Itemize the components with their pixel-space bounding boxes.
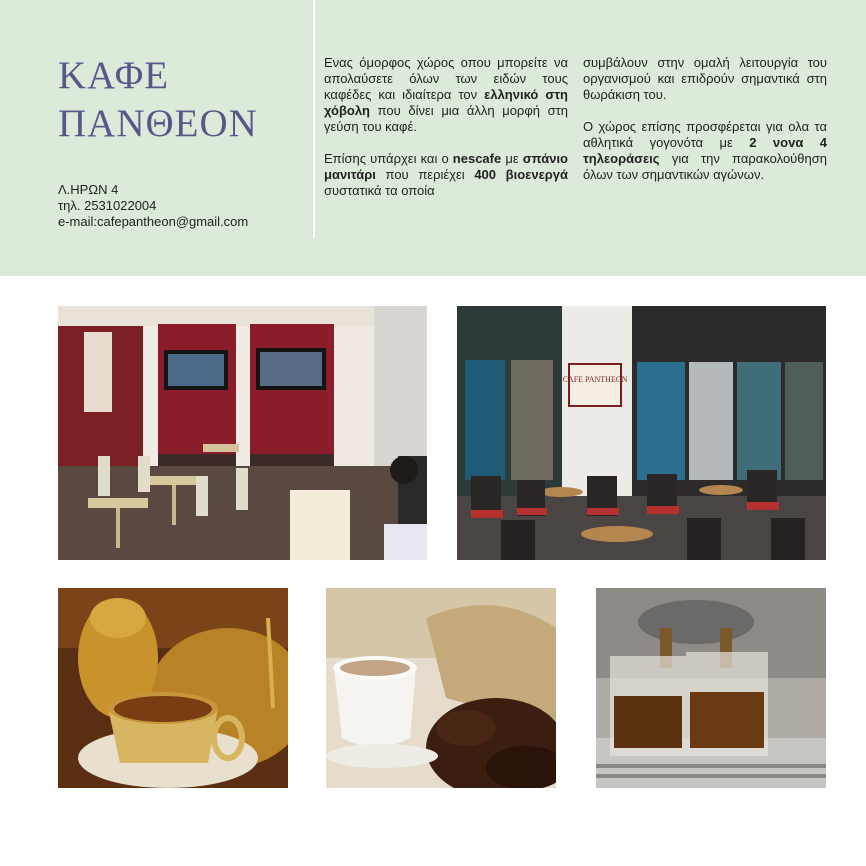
- text-span: που περιέχει: [375, 167, 475, 182]
- text-span: Επίσης υπάρχει και ο: [324, 151, 453, 166]
- paragraph-nescafe: [324, 151, 568, 199]
- espresso-illustration: [596, 588, 826, 788]
- text-span: συστατικά τα οποία: [324, 183, 435, 198]
- paragraph-health: συμβάλουν στην ομαλή λειτουργία του οργανισμού και επιδρούν σημαντικά στη θωράκιση του.: [583, 55, 827, 102]
- bold-bioactive: 400 βιοενεργά: [474, 167, 568, 182]
- greek-coffee-illustration: [58, 588, 288, 788]
- email: e-mail:cafepantheon@gmail.com: [58, 214, 249, 229]
- header-divider: [313, 0, 315, 238]
- title-line-1: ΚΑΦΕ: [58, 54, 170, 97]
- address: Λ.ΗΡΩΝ 4: [58, 182, 119, 197]
- paragraph-tv: [583, 119, 827, 183]
- photo-espresso: [596, 588, 826, 788]
- phone: τηλ. 2531022004: [58, 198, 157, 213]
- terrace-illustration: [457, 306, 826, 560]
- text-span: που δίνει μια άλλη μορφή στη γεύση του καφέ.: [324, 103, 568, 134]
- interior-illustration: [58, 306, 427, 560]
- text-span: για την παρακολούθηση όλων των σημαντικών αγώνων.: [583, 151, 827, 182]
- bold-tvs: 2 νοvα 4 τηλεοράσεις: [583, 135, 827, 166]
- photo-cafe-interior: [58, 306, 427, 560]
- photo-greek-coffee: [58, 588, 288, 788]
- bold-nescafe: nescafe: [452, 151, 502, 166]
- paragraph-intro: [324, 55, 568, 135]
- bold-greek-coffee: ελληνικό στη χόβολη: [324, 87, 569, 118]
- text-span: Ενας όμορφος χώρος οπου μπορείτε να απολαύσετε όλων των ειδών τους καφέδες και ιδιαίτερα τον: [324, 55, 568, 102]
- contact-info: [58, 182, 248, 230]
- text-column-2: [583, 55, 827, 199]
- text-span: Ο χώρος επίσης προσφέρεται για ολα τα αθλητικά γογονότα με: [583, 119, 827, 150]
- storefront-sign-text: CAFE PANTHEON: [562, 375, 628, 384]
- text-column-1: [324, 55, 568, 215]
- bold-mushroom: σπάνιο μανιτάρι: [324, 151, 568, 182]
- coffee-beans-illustration: [326, 588, 556, 788]
- photo-cafe-terrace: [457, 306, 826, 560]
- title-line-2: ΠΑΝΘΕΟΝ: [58, 102, 258, 145]
- photo-coffee-beans: [326, 588, 556, 788]
- page-title: [58, 52, 258, 148]
- text-span: με: [501, 151, 523, 166]
